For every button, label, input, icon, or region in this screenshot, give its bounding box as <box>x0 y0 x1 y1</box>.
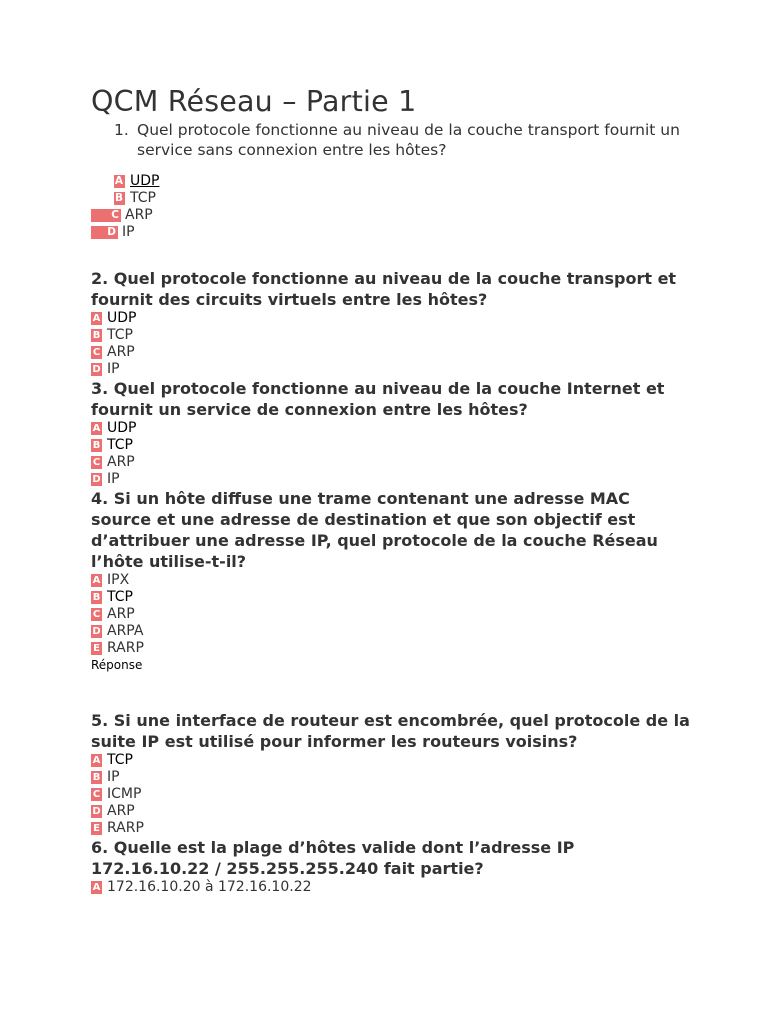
option-badge: B <box>92 330 101 341</box>
option-text: RARP <box>107 820 144 836</box>
option-d[interactable] <box>91 803 691 820</box>
option-a[interactable] <box>91 310 691 327</box>
option-badge: A <box>114 175 123 187</box>
option-badge: B <box>92 592 101 603</box>
option-c[interactable] <box>91 606 691 623</box>
option-a[interactable] <box>91 420 691 437</box>
option-b[interactable] <box>91 190 691 207</box>
option-text: ARP <box>107 803 135 819</box>
option-badge: D <box>92 364 101 375</box>
option-badge: A <box>92 755 101 766</box>
option-badge: C <box>92 347 101 358</box>
option-badge: C <box>92 609 101 620</box>
option-text: TCP <box>107 752 133 768</box>
option-d[interactable] <box>91 471 691 488</box>
option-c[interactable] <box>91 344 691 361</box>
option-text: ARP <box>125 207 153 223</box>
option-d[interactable] <box>91 224 691 241</box>
option-badge: E <box>91 642 102 655</box>
option-badge: B <box>114 192 123 204</box>
option-badge: C <box>92 789 101 800</box>
option-c[interactable] <box>91 207 691 224</box>
question-6-options <box>91 879 691 896</box>
option-badge: D <box>91 226 118 239</box>
question-3: 3. Quel protocole fonctionne au niveau de la couche Internet et fournit un service de connexion entre les hôtes? <box>91 379 665 419</box>
option-badge: A <box>92 882 101 893</box>
option-badge: C <box>92 457 101 468</box>
option-badge: A <box>92 423 101 434</box>
option-text: TCP <box>107 327 133 343</box>
option-text: ICMP <box>107 786 142 802</box>
question-1-text: Quel protocole fonctionne au niveau de la couche transport fournit un service sans connexion entre les hôtes? <box>137 121 680 159</box>
option-e[interactable] <box>91 820 691 837</box>
option-text: TCP <box>107 589 133 605</box>
option-text: ARP <box>107 454 135 470</box>
option-text: IP <box>122 224 135 240</box>
option-text: IP <box>107 769 120 785</box>
page-title: QCM Réseau – Partie 1 <box>91 85 417 118</box>
question-5: 5. Si une interface de routeur est encombrée, quel protocole de la suite IP est utilisé pour informer les routeurs voisins? <box>91 711 690 751</box>
option-a[interactable] <box>91 879 691 896</box>
option-text: TCP <box>130 190 156 206</box>
option-badge: A <box>92 575 101 586</box>
option-text: IPX <box>107 572 130 588</box>
option-text: UDP <box>130 173 160 189</box>
question-3-options <box>91 420 691 488</box>
option-text: ARP <box>107 606 135 622</box>
option-badge: A <box>92 313 101 324</box>
option-a[interactable] <box>91 173 691 190</box>
option-text: 172.16.10.20 à 172.16.10.22 <box>107 879 312 895</box>
option-badge: D <box>92 474 101 485</box>
option-c[interactable] <box>91 786 691 803</box>
option-text: ARP <box>107 344 135 360</box>
option-badge: D <box>92 626 101 637</box>
option-badge: D <box>92 806 101 817</box>
question-5-options <box>91 752 691 837</box>
option-c[interactable] <box>91 454 691 471</box>
option-badge: B <box>92 772 101 783</box>
option-e[interactable] <box>91 640 691 657</box>
question-2-options <box>91 310 691 378</box>
option-text: IP <box>107 471 120 487</box>
question-4-options <box>91 572 691 657</box>
answer-label[interactable]: Réponse <box>91 658 143 672</box>
option-b[interactable] <box>91 589 691 606</box>
question-4: 4. Si un hôte diffuse une trame contenant une adresse MAC source et une adresse de destination et que son objectif est d’attribuer une adresse IP, quel protocole de la couche Réseau l’hôte utilise-t-il? <box>91 489 658 571</box>
question-1-options <box>91 173 691 241</box>
option-text: UDP <box>107 310 137 326</box>
option-a[interactable] <box>91 752 691 769</box>
option-text: ARPA <box>107 623 144 639</box>
option-b[interactable] <box>91 769 691 786</box>
option-badge: B <box>92 440 101 451</box>
option-b[interactable] <box>91 327 691 344</box>
option-d[interactable] <box>91 623 691 640</box>
option-text: RARP <box>107 640 144 656</box>
option-b[interactable] <box>91 437 691 454</box>
question-1 <box>91 120 691 160</box>
option-a[interactable] <box>91 572 691 589</box>
option-text: UDP <box>107 420 137 436</box>
question-1-number: 1. <box>114 121 129 139</box>
document-page <box>91 84 691 896</box>
option-badge: C <box>91 209 121 222</box>
option-text: TCP <box>107 437 133 453</box>
option-badge: E <box>91 822 102 835</box>
option-text: IP <box>107 361 120 377</box>
question-6: 6. Quelle est la plage d’hôtes valide dont l’adresse IP 172.16.10.22 / 255.255.255.240 fait partie? <box>91 838 575 878</box>
question-2: 2. Quel protocole fonctionne au niveau de la couche transport et fournit des circuits virtuels entre les hôtes? <box>91 269 677 309</box>
option-d[interactable] <box>91 361 691 378</box>
